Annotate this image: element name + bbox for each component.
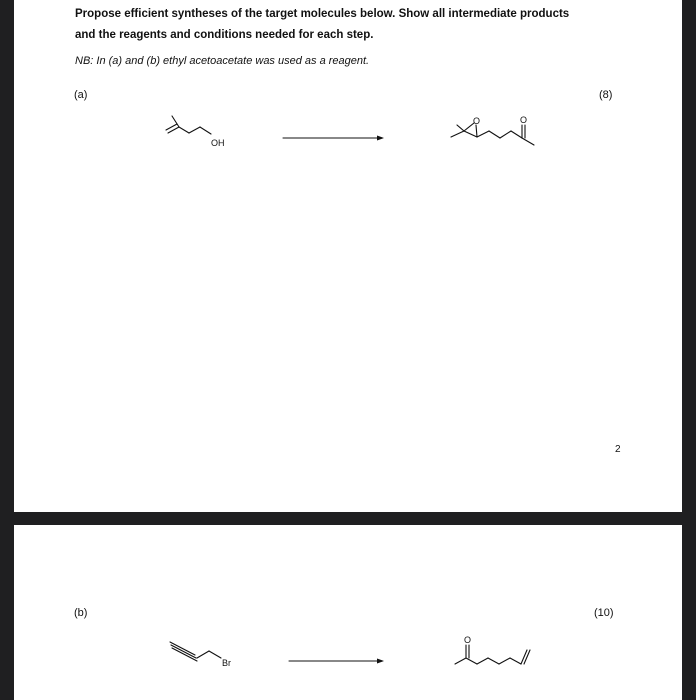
product-b-chain-bond-5 (510, 658, 521, 664)
part-a-marks: (8) (599, 89, 613, 101)
reactant-b-triple-bond-2 (171, 645, 196, 658)
product-a-ketone-oxygen: O (520, 115, 528, 125)
part-a-reactant-structure (166, 116, 225, 148)
part-b-product-structure (455, 635, 530, 664)
product-b-chain-bond-3 (488, 658, 499, 664)
part-a-product-structure (451, 115, 534, 145)
product-a-epoxide-bond-2 (464, 131, 477, 137)
part-b-reactant-structure (170, 642, 231, 668)
product-b-chain-bond-4 (499, 658, 510, 664)
part-b-scheme (14, 525, 682, 700)
heading-line-2: and the reagents and conditions needed for each step. (75, 29, 374, 41)
reactant-a-chain-bond-1 (179, 127, 189, 133)
product-a-chain-bond-4 (511, 131, 522, 138)
product-b-alkene-bond-2 (524, 650, 530, 664)
product-b-chain-bond-2 (477, 658, 488, 664)
part-b-reaction-arrow (289, 659, 384, 664)
product-a-chain-bond-1 (477, 131, 489, 137)
reactant-b-chain-bond-1 (197, 651, 209, 658)
product-a-chain-bond-2 (489, 131, 500, 138)
reactant-a-hydroxyl: OH (211, 138, 225, 148)
product-b-chain-bond-1 (466, 658, 477, 664)
part-a-scheme (14, 0, 682, 512)
product-b-ketone-oxygen: O (464, 635, 472, 645)
question-page-2 (14, 525, 682, 700)
product-a-epoxide-bond-3 (476, 125, 477, 137)
reactant-b-chain-bond-2 (209, 651, 221, 658)
part-b-arrow-head (377, 659, 384, 664)
reactant-a-chain-bond-2 (189, 127, 200, 133)
reagent-note: NB: In (a) and (b) ethyl acetoacetate was used as a reagent. (75, 55, 370, 67)
part-a-arrow-head (377, 136, 384, 141)
product-a-chain-bond-3 (500, 131, 511, 138)
question-page-1 (14, 0, 682, 512)
reactant-a-chain-bond-3 (200, 127, 211, 134)
product-a-terminal-methyl-bond (522, 138, 534, 145)
product-a-methyl-bond-1 (457, 125, 464, 131)
part-b-label: (b) (74, 607, 88, 619)
product-a-methyl-bond-2 (451, 131, 464, 137)
heading-line-1: Propose efficient syntheses of the target molecules below. Show all intermediate products (75, 8, 570, 20)
part-a-label: (a) (74, 89, 88, 101)
part-a-reaction-arrow (283, 136, 384, 141)
part-b-marks: (10) (594, 607, 614, 619)
product-a-epoxide-oxygen: O (473, 116, 481, 126)
reactant-b-bromine: Br (222, 658, 231, 668)
product-b-methyl-bond (455, 658, 466, 664)
page-number: 2 (615, 444, 621, 455)
product-b-alkene-bond-1 (521, 650, 527, 664)
